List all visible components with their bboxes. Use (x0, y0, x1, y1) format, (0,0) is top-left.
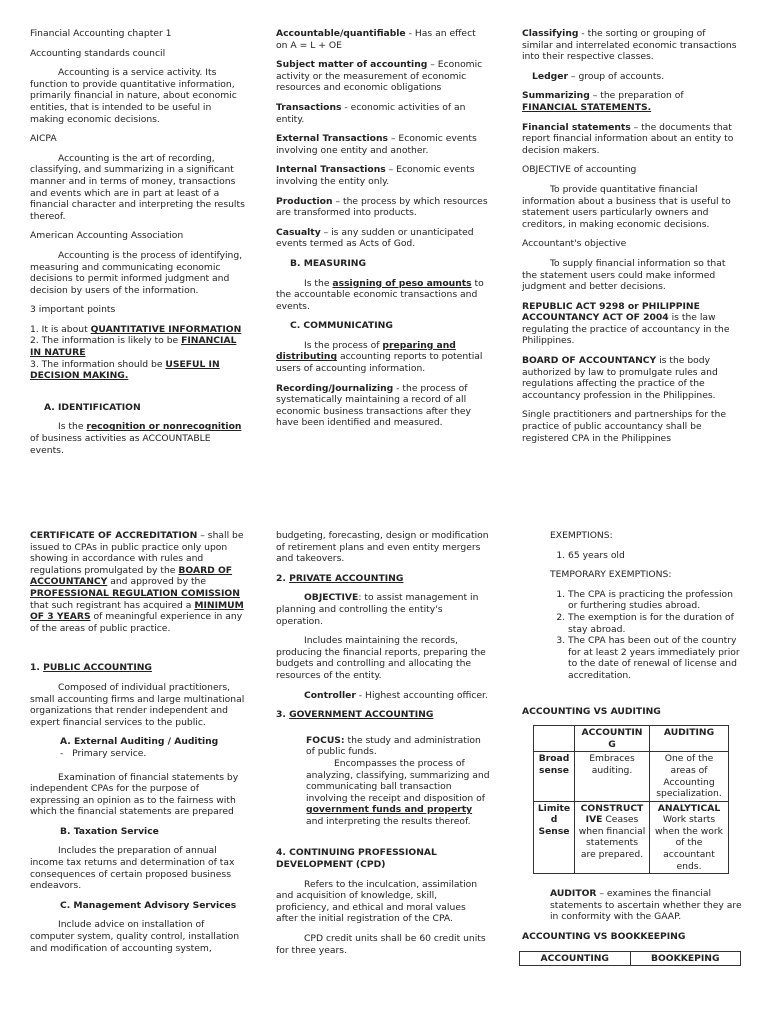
board-of-accountancy-def: BOARD OF ACCOUNTANCY is the body authorized by law to promulgate rules and regulations affecting the practice of the accountancy profession in the Philippines. (522, 355, 718, 401)
table-row (520, 951, 741, 966)
financial-statements-def: Financial statements – the documents that report financial information about an entity to decision makers. (522, 121, 734, 156)
point-3: 3. The information should be USEFUL IN DECISION MAKING. (30, 358, 220, 382)
bullet-dash-icon: - (60, 747, 73, 759)
mas-def: Include advice on installation of computer system, quality control, installation and modification of accounting system, (30, 919, 240, 954)
point-1: 1. It is about QUANTITATIVE INFORMATION (30, 323, 242, 335)
table-row (534, 752, 729, 801)
accounting-vs-bookkeeping-table (519, 951, 741, 967)
government-accounting-heading: 3. GOVERNMENT ACCOUNTING (276, 709, 434, 721)
external-auditing-def: Examination of financial statements by independent CPAs for the purpose of expressing an opinion as to the fairness with which the financial statements are prepared (30, 771, 239, 818)
exemption-item: 1. 65 years old (568, 550, 742, 562)
row-limited-sense: Limite d Sense (534, 801, 575, 874)
accountant-objective-heading: Accountant's objective (522, 238, 627, 250)
doc-title: Financial Accounting chapter 1 (30, 28, 172, 39)
taxation-def: Includes the preparation of annual income tax returns and determination of tax consequences of certain proposed business endeavors. (30, 845, 235, 892)
summarizing-def: Summarizing – the preparation of FINANCIAL STATEMENTS. (522, 90, 684, 113)
casualty-def: Casualty – is any sudden or unanticipated events termed as Acts of God. (276, 226, 474, 250)
cpd-units: CPD credit units shall be 60 credit units for three years. (276, 933, 486, 956)
mas-heading: C. Management Advisory Services (60, 899, 237, 911)
identification-definition: Is the recognition or nonrecognition of business activities as ACCOUNTABLE events. (30, 421, 242, 456)
point-2: 2. The information is likely to be FINANCIAL IN NATURE (30, 335, 237, 359)
external-transactions-def: External Transactions – Economic events involving one entity and another. (276, 133, 477, 156)
auditor-def: AUDITOR – examines the financial statements to ascertain whether they are in conformity with the GAAP. (550, 888, 742, 923)
recording-def: Recording/Journalizing - the process of systematically maintaining a record of all economic business transactions after they have been identified and measured. (276, 382, 471, 429)
exemptions-heading: EXEMPTIONS: (550, 530, 613, 541)
accounting-vs-auditing-table (533, 725, 729, 874)
column-4 (30, 530, 246, 962)
communicating-definition: Is the process of preparing and distributing accounting reports to potential users of accounting information. (276, 339, 483, 375)
th-auditing: AUDITING (650, 726, 729, 752)
cell-limited-accounting: CONSTRUCT IVE Ceases when financial statements are prepared. (575, 801, 650, 874)
external-auditing-bullet: - Primary service. (60, 747, 147, 759)
exemptions-block (522, 530, 742, 682)
taxation-heading: B. Taxation Service (60, 825, 159, 837)
temp-exemption-2: 2. The exemption is for the duration of stay abroad. (568, 612, 742, 635)
temp-exemption-1: 1. The CPA is practicing the profession or furthering studies abroad. (568, 589, 742, 612)
asc-definition: Accounting is a service activity. Its function to provide quantitative information, primarily financial in nature, about economic entities, that is intended to be useful in making economic decisions. (30, 67, 237, 125)
accounting-vs-auditing-heading: ACCOUNTING VS AUDITING (522, 705, 661, 717)
measuring-definition: Is the assigning of peso amounts to the accountable economic transactions and events. (276, 277, 484, 312)
public-accounting-def: Composed of individual practitioners, small accounting firms and large multinational organizations that render independent and expert financial services to the public. (30, 681, 245, 728)
th-accounting: ACCOUNTIN G (575, 726, 650, 752)
points-list (30, 324, 246, 382)
private-accounting-heading: 2. PRIVATE ACCOUNTING (276, 572, 404, 584)
aicpa-heading: AICPA (30, 133, 57, 145)
public-accounting-heading: 1. PUBLIC ACCOUNTING (30, 662, 152, 674)
exemptions-list (550, 550, 742, 562)
production-def: Production – the process by which resources are transformed into products. (276, 195, 488, 219)
private-objective: OBJECTIVE: to assist management in planning and controlling the entity's operation. (276, 592, 479, 627)
private-accounting-def: Includes maintaining the records, producing the financial reports, preparing the budgets and controlling and allocating the resources of the entity. (276, 635, 486, 681)
republic-act-def: REPUBLIC ACT 9298 or PHILIPPINE ACCOUNTANCY ACT OF 2004 is the law regulating the practice of accountancy in the Philippines. (522, 300, 730, 347)
th-bk-bookkeeping: BOOKKEPING (630, 951, 741, 966)
measuring-heading: B. MEASURING (290, 257, 367, 269)
temp-exemption-3: 3. The CPA has been out of the country for at least 2 years immediately prior to the date of renewal of license and accreditation. (568, 635, 742, 681)
external-auditing-heading: A. External Auditing / Auditing (60, 736, 219, 748)
cell-broad-accounting: Embraces auditing. (575, 752, 650, 801)
temporary-exemptions-list (550, 589, 742, 682)
column-5 (276, 530, 490, 964)
column-6 (522, 530, 742, 966)
accountable-def: Accountable/quantifiable - Has an effect on A = L + OE (276, 28, 476, 51)
government-def: Encompasses the process of analyzing, classifying, summarizing and communicating ball transaction involving the receipt and disposition of government funds and property and interpreting the results thereof. (306, 757, 490, 827)
aaa-definition: Accounting is the process of identifying, measuring and communicating economic decisions to permit informed judgment and decision by users of the information. (30, 249, 243, 296)
identification-heading: A. IDENTIFICATION (44, 401, 141, 413)
classifying-def: Classifying - the sorting or grouping of similar and interrelated economic transactions into their respective classes. (522, 28, 737, 63)
accountant-objective-definition: To supply financial information so that the statement users could make informed judgment and better decisions. (522, 257, 726, 293)
asc-heading: Accounting standards council (30, 47, 166, 59)
single-practitioners-text: Single practitioners and partnerships for the practice of public accountancy shall be registered CPA in the Philippines (522, 409, 726, 444)
objective-definition: To provide quantitative financial information about a business that is useful to statement users particularly owners and creditors, in making economic decisions. (522, 183, 731, 230)
cpd-def: Refers to the inculcation, assimilation and acquisition of knowledge, skill, proficiency, and ethical and moral values after the initial registration of the CPA. (276, 878, 478, 925)
cell-broad-auditing: One of the areas of Accounting specialization. (650, 752, 729, 801)
column-2 (276, 28, 490, 437)
aaa-heading: American Accounting Association (30, 230, 184, 242)
cpd-heading: 4. CONTINUING PROFESSIONAL DEVELOPMENT (CPD) (276, 847, 437, 871)
accounting-vs-bookkeeping-heading: ACCOUNTING VS BOOKKEEPING (522, 931, 686, 943)
internal-transactions-def: Internal Transactions – Economic events involving the entity only. (276, 164, 475, 187)
mas-continued: budgeting, forecasting, design or modification of retirement plans and even entity mergers and takeovers. (276, 530, 489, 565)
cell-limited-auditing: ANALYTICAL Work starts when the work of the accountant ends. (650, 801, 729, 874)
th-bk-accounting: ACCOUNTING (520, 951, 631, 966)
column-3 (522, 28, 738, 452)
ledger-def: Ledger – group of accounts. (532, 70, 665, 82)
government-focus: FOCUS: the study and administration of public funds. (306, 734, 481, 758)
temporary-exemptions-heading: TEMPORARY EXEMPTIONS: (550, 569, 672, 581)
column-1 (30, 28, 246, 464)
controller-def: Controller - Highest accounting officer. (304, 689, 488, 701)
subject-matter-def: Subject matter of accounting – Economic activity or the measurement of economic resources and economic obligations (276, 59, 483, 94)
row-broad-sense: Broad sense (534, 752, 575, 801)
certificate-def: CERTIFICATE OF ACCREDITATION – shall be issued to CPAs in public practice only upon showing in accordance with rules and regulations promulgated by the BOARD OF ACCOUNTANCY and approved by the PROFESSIONAL REGULATION COMISSION that such registrant has acquired a MINIMUM OF 3 YEARS of meaningful experience in any of the areas of public practice. (30, 530, 244, 634)
table-corner (534, 726, 575, 752)
table-row (534, 801, 729, 874)
communicating-heading: C. COMMUNICATING (290, 320, 393, 332)
transactions-def: Transactions - economic activities of an entity. (276, 101, 466, 125)
table-row (534, 726, 729, 752)
objective-heading: OBJECTIVE of accounting (522, 164, 637, 176)
aicpa-definition: Accounting is the art of recording, classifying, and summarizing in a significant manner and in terms of money, transactions and events which are in part at least of a financial character and interpreting the results thereof. (30, 152, 245, 222)
points-title: 3 important points (30, 304, 116, 316)
